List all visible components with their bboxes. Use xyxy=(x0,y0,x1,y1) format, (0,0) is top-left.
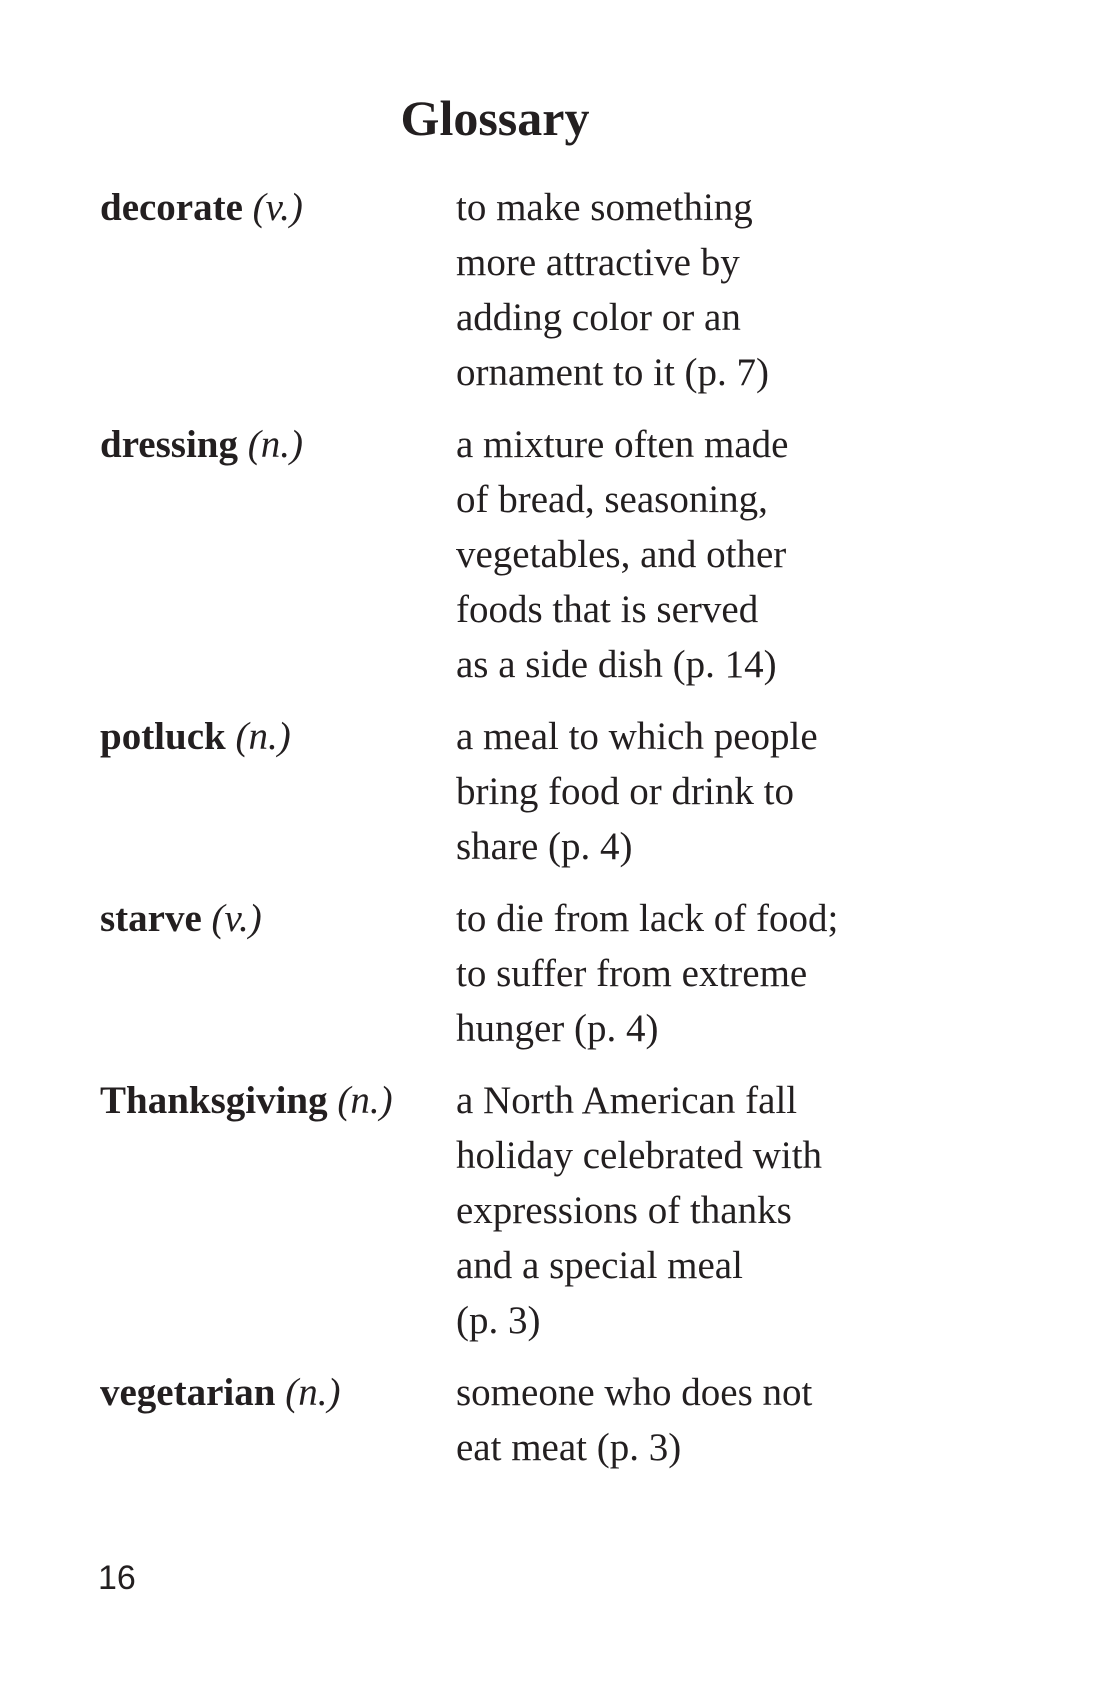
part-of-speech: (n.) xyxy=(235,715,291,758)
definition-line: hunger (p. 4) xyxy=(456,1007,659,1050)
definition xyxy=(456,1365,916,1475)
part-of-speech: (n.) xyxy=(337,1079,393,1122)
glossary-entry-vegetarian xyxy=(100,1365,920,1475)
term-cell xyxy=(100,180,456,400)
term-cell xyxy=(100,891,456,1056)
term: starve xyxy=(100,897,202,940)
definition-line: ornament to it (p. 7) xyxy=(456,351,770,394)
glossary-entry-thanksgiving xyxy=(100,1073,920,1348)
glossary-entry-potluck xyxy=(100,709,920,874)
definition-line: to suffer from extreme xyxy=(456,952,808,995)
part-of-speech: (v.) xyxy=(252,186,303,229)
glossary-entry-decorate xyxy=(100,180,920,400)
definition-line: expressions of thanks xyxy=(456,1189,792,1232)
part-of-speech: (v.) xyxy=(211,897,262,940)
definition xyxy=(456,180,916,400)
definition-line: eat meat (p. 3) xyxy=(456,1426,682,1469)
definition-line: a meal to which people xyxy=(456,715,818,758)
definition xyxy=(456,709,916,874)
definition-line: (p. 3) xyxy=(456,1299,541,1342)
part-of-speech: (n.) xyxy=(285,1371,341,1414)
definition-line: adding color or an xyxy=(456,296,741,339)
definition-line: as a side dish (p. 14) xyxy=(456,643,777,686)
term-cell xyxy=(100,417,456,692)
definition-line: someone who does not xyxy=(456,1371,813,1414)
page-number: 16 xyxy=(98,1559,136,1597)
definition-line: vegetables, and other xyxy=(456,533,787,576)
definition-line: to die from lack of food; xyxy=(456,897,839,940)
definition-line: to make something xyxy=(456,186,753,229)
definition xyxy=(456,891,916,1056)
term: dressing xyxy=(100,423,238,466)
term: potluck xyxy=(100,715,226,758)
definition-line: foods that is served xyxy=(456,588,759,631)
definition-line: a mixture often made xyxy=(456,423,789,466)
part-of-speech: (n.) xyxy=(247,423,303,466)
term: Thanksgiving xyxy=(100,1079,328,1122)
definition-line: and a special meal xyxy=(456,1244,743,1287)
definition-line: a North American fall xyxy=(456,1079,798,1122)
term-cell xyxy=(100,1365,456,1475)
page-title: Glossary xyxy=(400,90,590,146)
term: decorate xyxy=(100,186,243,229)
definition-line: bring food or drink to xyxy=(456,770,794,813)
definition-line: more attractive by xyxy=(456,241,740,284)
definition xyxy=(456,417,916,692)
glossary-list xyxy=(100,180,920,1492)
term-cell xyxy=(100,1073,456,1348)
definition-line: holiday celebrated with xyxy=(456,1134,823,1177)
glossary-entry-dressing xyxy=(100,417,920,692)
term: vegetarian xyxy=(100,1371,276,1414)
definition-line: share (p. 4) xyxy=(456,825,633,868)
definition-line: of bread, seasoning, xyxy=(456,478,768,521)
glossary-entry-starve xyxy=(100,891,920,1056)
definition xyxy=(456,1073,916,1348)
term-cell xyxy=(100,709,456,874)
